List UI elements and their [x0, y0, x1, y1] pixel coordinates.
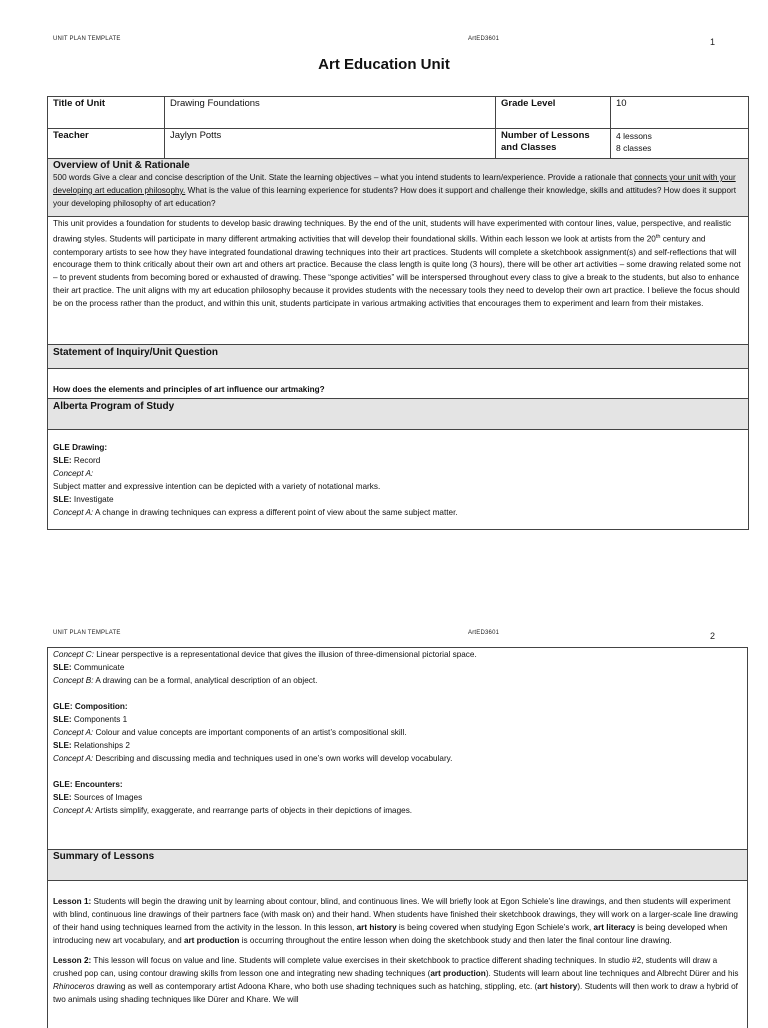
concept-a-describing: Concept A: Describing and discussing media and techniques used in one’s own works will develop vocabulary.	[53, 754, 453, 763]
sle-record: SLE: Record	[53, 455, 101, 465]
grade-level-value: 10	[611, 97, 749, 129]
teacher-value: Jaylyn Potts	[165, 129, 496, 159]
overview-body: This unit provides a foundation for students to develop basic drawing techniques. By the end of the unit, students will have experimented with contour lines, value, perspective, and realistic drawing styles. Students will participate in many different artmaking activities that will develop their foundational skills. Within each lesson we look at artists from the 20th century and contemporary artists to see how they have integrated foundational drawing techniques into their art practices. Students will complete a sketchbook assignment(s) and self-reflections that will encourage them to think critically about their own art and others art practice. Because the class length is quite long (3 hours), there will be other art activities – some drawing related some not – to prevent students from becoming bored or exhausted of drawing. These “sponge activities” will be interspersed throughout every class to give a break to the students, but also to enhance their art practice. The unit aligns with my art education philosophy because it provides students with the necessary tools they need to develop their own art practice. I believe the focus should be on the process rather than the product, and within this unit, students participate in various artmaking activities that encourages them to experiment and learn from their mistakes.	[53, 219, 741, 309]
concept-c: Concept C: Linear perspective is a representational device that gives the illusion of three-dimensional pictorial space.	[53, 650, 477, 659]
summary-heading: Summary of Lessons	[48, 849, 747, 881]
lesson-1: Lesson 1: Students will begin the drawing unit by learning about contour, blind, and continuous lines. We will briefly look at Egon Schiele’s line drawings, and then students will experiment with blind, continuous line drawings of their partners face (with mask on) and their hand. When students have finished their sketchbook drawings, they will work on a larger-scale line drawing of their hand using techniques learned from the activity in the lesson. In this lesson, art history is being covered when studying Egon Schiele’s work, art literacy is being developed when introducing new art vocabulary, and art production is occurring throughout the entire lesson when doing the sketchbook study and then later the final contour line drawing.	[53, 897, 738, 945]
page1-number: 1	[710, 37, 716, 47]
unit-info-table	[47, 96, 749, 530]
overview-body-cell	[48, 217, 749, 345]
concept-b: Concept B: A drawing can be a formal, analytical description of an object.	[53, 676, 318, 685]
inquiry-heading-cell	[48, 345, 749, 369]
lessons-value	[611, 129, 749, 159]
sle-investigate: SLE: Investigate	[53, 494, 114, 504]
overview-prompt-cell	[48, 159, 749, 217]
lessons-summary	[48, 881, 747, 1006]
lessons-label: Number of Lessons and Classes	[496, 129, 611, 159]
page1-header-left: UNIT PLAN TEMPLATE	[53, 36, 121, 42]
concept-a-artists: Concept A: Artists simplify, exaggerate, and rearrange parts of objects in their depictions of images.	[53, 806, 413, 815]
inquiry-heading: Statement of Inquiry/Unit Question	[53, 347, 219, 358]
inquiry-question: How does the elements and principles of art influence our artmaking?	[53, 385, 325, 395]
concept-a-investigate: Concept A: A change in drawing techniques can express a different point of view about the same subject matter.	[53, 507, 458, 517]
concept-a-label: Concept A:	[53, 468, 94, 478]
philosophy-link-text: connects your unit with your developing art education philosophy.	[53, 173, 736, 195]
sle-sources: SLE: Sources of Images	[53, 793, 143, 802]
document-title: Art Education Unit	[318, 56, 450, 73]
sle-communicate: SLE: Communicate	[53, 663, 125, 672]
sle-relationships: SLE: Relationships 2	[53, 741, 130, 750]
page2-number: 2	[710, 631, 716, 641]
title-of-unit-label: Title of Unit	[48, 97, 165, 129]
inquiry-question-cell	[48, 369, 749, 399]
gle-drawing: GLE Drawing:	[53, 443, 108, 452]
teacher-label: Teacher	[48, 129, 165, 159]
page1-header-course: ArtED3601	[468, 36, 500, 42]
program-heading: Alberta Program of Study	[53, 401, 175, 412]
page2-content-box	[47, 647, 748, 1028]
gle-composition: GLE: Composition:	[53, 702, 128, 711]
title-of-unit-value: Drawing Foundations	[165, 97, 496, 129]
overview-heading: Overview of Unit & Rationale	[53, 160, 190, 171]
subject-matter-line: Subject matter and expressive intention can be depicted with a variety of notational marks.	[53, 481, 381, 491]
gle-encounters: GLE: Encounters:	[53, 780, 123, 789]
program-body-cell	[48, 430, 749, 530]
concept-a-colour: Concept A: Colour and value concepts are important components of an artist’s compositional skill.	[53, 728, 407, 737]
lesson-2: Lesson 2: This lesson will focus on value and line. Students will complete value exercises in their sketchbook to practice different shading techniques. In studio #2, students will draw a crushed pop can, using contour drawing skills from lesson one and integrating new shading techniques (art production). Students will learn about line techniques and Albrecht Dürer and his Rhinoceros drawing as well as contemporary artist Adoona Khare, who both use shading techniques such as hatching, stippling, etc. (art history). Students will then work to draw a hybrid of two animals using shading techniques like Dürer and Khare. We will	[53, 956, 739, 1004]
classes-count: 8 classes	[616, 143, 652, 153]
overview-prompt: 500 words Give a clear and concise description of the Unit. State the learning objectives – what you intend students to learn/experience. Provide a rationale that connects your unit with your developing art education philosophy. What is the value of this learning experience for students? How does it support and challenge their knowledge, skills and attitudes? How does it support your developing philosophy of art education?	[53, 173, 737, 208]
page2-header-left: UNIT PLAN TEMPLATE	[53, 630, 121, 636]
lessons-count: 4 lessons	[616, 131, 652, 141]
program-heading-cell	[48, 399, 749, 430]
sle-components: SLE: Components 1	[53, 715, 128, 724]
page2-header-course: ArtED3601	[468, 630, 500, 636]
grade-level-label: Grade Level	[496, 97, 611, 129]
